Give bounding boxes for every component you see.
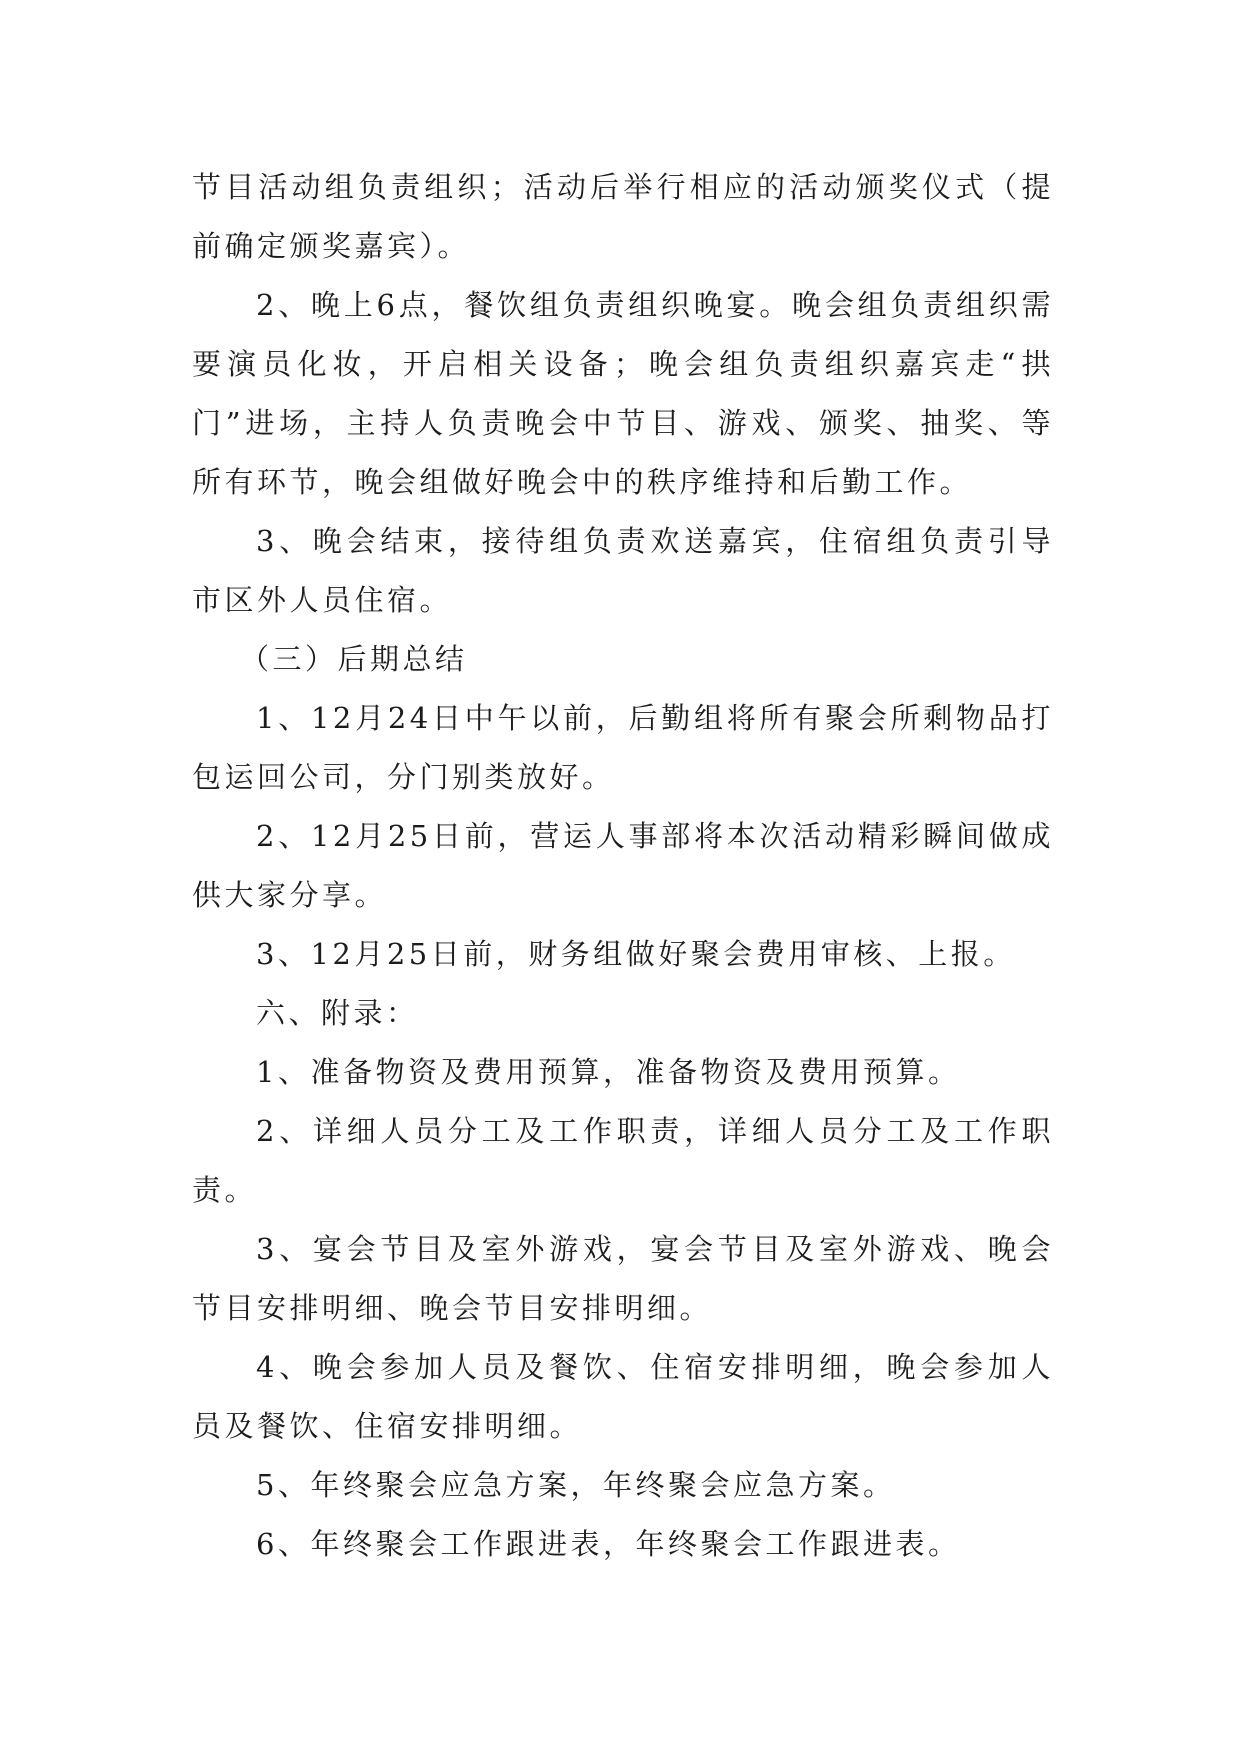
- section-heading-appendix: 六、附录：: [256, 996, 419, 1030]
- paragraph-party-end: 3、晚会结束，接待组负责欢送嘉宾，住宿组负责引导市区外人员住宿。: [192, 524, 1054, 617]
- paragraph-summary-1: 1、12月24日中午以前，后勤组将所有聚会所剩物品打包运回公司，分门别类放好。: [192, 701, 1054, 794]
- appendix-item-4: 4、晚会参加人员及餐饮、住宿安排明细，晚会参加人员及餐饮、住宿安排明细。: [192, 1350, 1054, 1443]
- appendix-item-2: 2、详细人员分工及工作职责，详细人员分工及工作职责。: [192, 1114, 1054, 1207]
- paragraph-continuation: 节目活动组负责组织；活动后举行相应的活动颁奖仪式（提前确定颁奖嘉宾）。: [192, 170, 1054, 263]
- appendix-item-6: 6、年终聚会工作跟进表，年终聚会工作跟进表。: [256, 1527, 961, 1561]
- section-heading-summary: （三）后期总结: [240, 642, 468, 676]
- paragraph-evening-banquet: 2、晚上6点，餐饮组负责组织晚宴。晚会组负责组织需要演员化妆，开启相关设备；晚会组负责组织嘉宾走“拱门”进场，主持人负责晚会中节目、游戏、颁奖、抽奖、等所有环节，晚会组做好晚会中的秩序维持和后勤工作。: [192, 288, 1054, 499]
- document-body: [192, 158, 1054, 1574]
- appendix-item-3: 3、宴会节目及室外游戏，宴会节目及室外游戏、晚会节目安排明细、晚会节目安排明细。: [192, 1232, 1054, 1325]
- appendix-item-1: 1、准备物资及费用预算，准备物资及费用预算。: [256, 1055, 961, 1089]
- appendix-item-5: 5、年终聚会应急方案，年终聚会应急方案。: [256, 1468, 896, 1502]
- paragraph-summary-3: 3、12月25日前，财务组做好聚会费用审核、上报。: [256, 937, 1016, 971]
- paragraph-summary-2: 2、12月25日前，营运人事部将本次活动精彩瞬间做成供大家分享。: [192, 819, 1054, 912]
